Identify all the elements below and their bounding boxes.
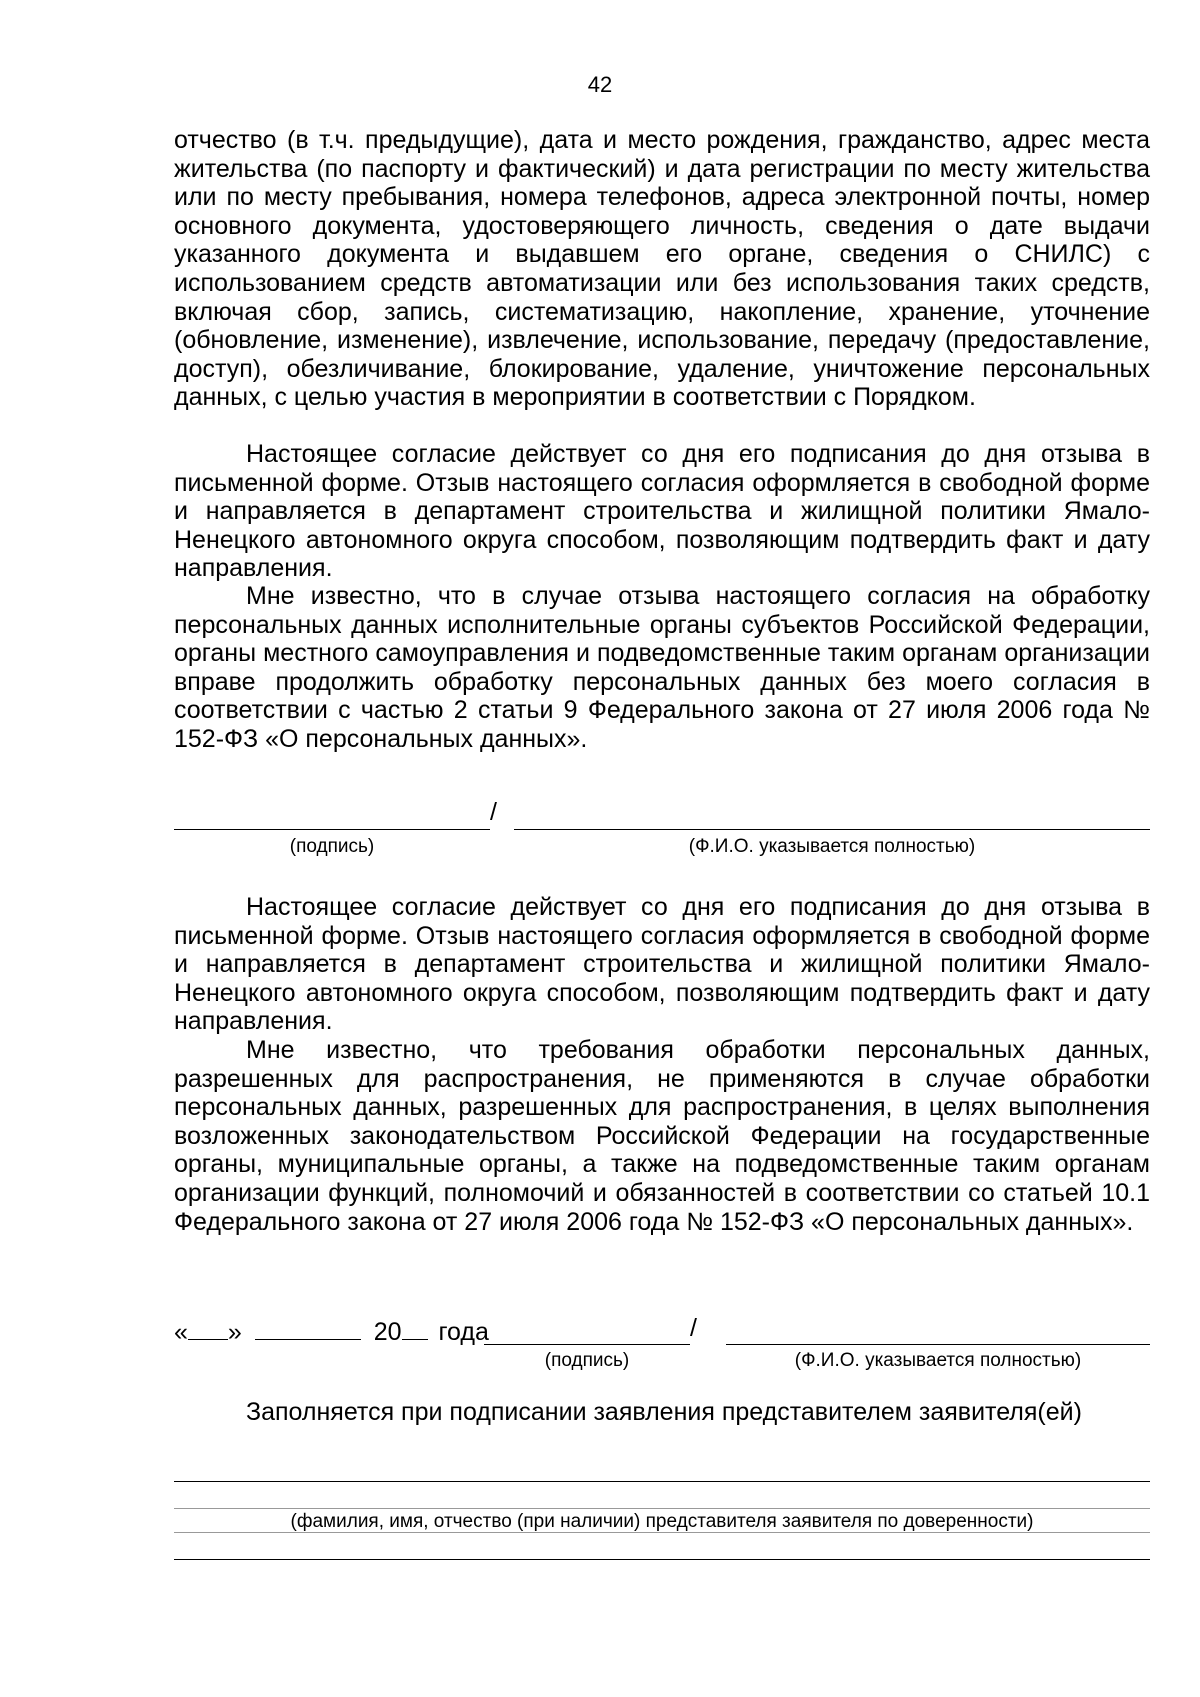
signature-line[interactable] — [174, 829, 490, 830]
fio-label: (Ф.И.О. указывается полностью) — [688, 836, 976, 857]
paragraph-consent-validity-2: Настоящее согласие действует со дня его подписания до дня отзыва в письменной форме. Отзыв настоящего согласия оформляется в свободной форме и направляется в департамент строительства и жилищной политики Ямало-Ненецкого автономного округа способом, позволяющим подтвердить факт и дату направления. — [174, 893, 1150, 1036]
paragraph-distribution-requirements: Мне известно, что требования обработки персональных данных, разрешенных для распространения, не применяются в случае обработки персональных данных, разрешенных для распространения, в целях выполнения возложенных законодательством Российской Федерации на государственные органы, муниципальные органы, а также на подведомственные таким органам организации функций, полномочий и обязанностей в соответствии со статьей 10.1 Федерального закона от 27 июля 2006 года № 152-ФЗ «О персональных данных». — [174, 1036, 1150, 1236]
page-number: 42 — [587, 72, 613, 97]
paragraph-consent-scope: отчество (в т.ч. предыдущие), дата и место рождения, гражданство, адрес места жительства (по паспорту и фактический) и дата регистрации по месту жительства или по месту пребывания, номера телефонов, адреса электронной почты, номер основного документа, удостоверяющего личность, сведения о дате выдачи указанного документа и выдавшем его органе, сведения о СНИЛС) с использованием средств автоматизации или без использования таких средств, включая сбор, запись, систематизацию, накопление, хранение, уточнение (обновление, изменение), извлечение, использование, передачу (предоставление, доступ), обезличивание, блокирование, удаление, уничтожение персональных данных, с целью участия в мероприятии в соответствии с Порядком. — [174, 126, 1150, 412]
paragraph-representative-note: Заполняется при подписании заявления представителем заявителя(ей) — [246, 1398, 1082, 1426]
day-blank[interactable] — [188, 1321, 228, 1340]
date-field — [174, 1318, 489, 1347]
signature-line-2[interactable] — [484, 1344, 690, 1345]
representative-line-3 — [174, 1532, 1150, 1533]
paragraph-consent-revocation: Мне известно, что в случае отзыва настоящего согласия на обработку персональных данных исполнительные органы субъектов Российской Федерации, органы местного самоуправления и подведомственные таким органам организации вправе продолжить обработку персональных данных без моего согласия в соответствии с частью 2 статьи 9 Федерального закона от 27 июля 2006 года № 152-ФЗ «О персональных данных». — [174, 582, 1150, 753]
fio-line[interactable] — [514, 829, 1150, 830]
year-prefix: 20 — [373, 1318, 402, 1346]
month-blank[interactable] — [255, 1321, 361, 1340]
representative-line-1[interactable] — [174, 1481, 1150, 1482]
signature-label: (подпись) — [289, 836, 375, 857]
year-suffix: года — [438, 1318, 489, 1346]
date-close-quote: » — [227, 1318, 242, 1346]
signature-slash: / — [490, 798, 497, 826]
fio-line-2[interactable] — [726, 1344, 1150, 1345]
representative-line-4[interactable] — [174, 1559, 1150, 1560]
paragraph-consent-validity: Настоящее согласие действует со дня его подписания до дня отзыва в письменной форме. Отзыв настоящего согласия оформляется в свободной форме и направляется в департамент строительства и жилищной политики Ямало-Ненецкого автономного округа способом, позволяющим подтвердить факт и дату направления. — [174, 440, 1150, 583]
representative-label: (фамилия, имя, отчество (при наличии) представителя заявителя по доверенности) — [290, 1511, 1034, 1532]
representative-line-2 — [174, 1508, 1150, 1509]
signature-slash-2: / — [690, 1314, 697, 1342]
year-blank[interactable] — [402, 1321, 428, 1340]
signature-label-2: (подпись) — [544, 1350, 630, 1371]
date-open-quote: « — [174, 1318, 188, 1346]
fio-label-2: (Ф.И.О. указывается полностью) — [794, 1350, 1082, 1371]
